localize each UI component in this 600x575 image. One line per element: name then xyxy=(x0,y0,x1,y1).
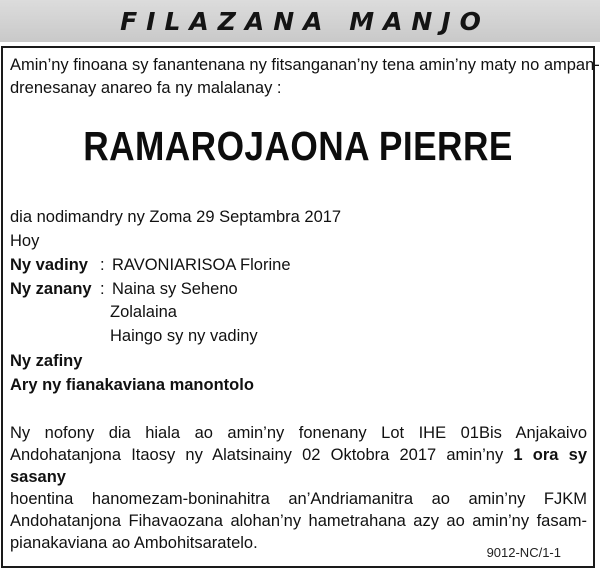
family-label: Ary ny fianakaviana manontolo xyxy=(10,376,254,394)
header-title: FILAZANA MANJO xyxy=(120,6,490,36)
funeral-line: hoentina hanomezam-boninahitra an’Andriamanitra ao amin’ny FJKM xyxy=(10,490,587,508)
reference-code: 9012-NC/1-1 xyxy=(486,545,561,560)
children-row xyxy=(10,278,238,300)
intro-line-1: Amin’ny finoana sy fanantenana ny fitsanganan’ny tena amin’ny maty no ampan- xyxy=(10,56,600,74)
intro-line-2: drenesanay anareo fa ny malalanay : xyxy=(10,79,282,97)
date-line: dia nodimandry ny Zoma 29 Septambra 2017 xyxy=(10,208,342,226)
children-label: Ny zanany xyxy=(10,280,92,298)
deceased-name: RAMAROJAONA PIERRE xyxy=(83,123,513,169)
funeral-line: pianakaviana ao Ambohitsaratelo. xyxy=(10,534,258,552)
spouse-value: RAVONIARISOA Florine xyxy=(112,256,291,274)
place-line: Hoy xyxy=(10,232,40,250)
spouse-colon: : xyxy=(100,256,105,274)
funeral-time: 1 ora sy sasany xyxy=(10,446,587,486)
spouse-label: Ny vadiny xyxy=(10,256,88,274)
children-colon: : xyxy=(100,280,105,298)
funeral-line: Ny nofony dia hiala ao amin’ny fonenany Lot IHE 01Bis Anjakaivo xyxy=(10,424,587,442)
grandchildren-label: Ny zafiny xyxy=(10,352,83,370)
funeral-line xyxy=(10,444,587,488)
funeral-paragraph xyxy=(10,422,587,554)
obituary-notice xyxy=(1,46,600,568)
funeral-line: Andohatanjona Fihavaozana alohan’ny hametrahana azy ao amin’ny fasam- xyxy=(10,512,587,530)
header-bar xyxy=(0,0,600,42)
child-item: Haingo sy ny vadiny xyxy=(110,327,258,345)
funeral-line-2-text: Andohatanjona Itaosy ny Alatsinainy 02 Oktobra 2017 amin’ny xyxy=(10,446,514,464)
child-item: Naina sy Seheno xyxy=(112,280,238,298)
spouse-row xyxy=(10,254,291,276)
child-item: Zolalaina xyxy=(110,303,177,321)
